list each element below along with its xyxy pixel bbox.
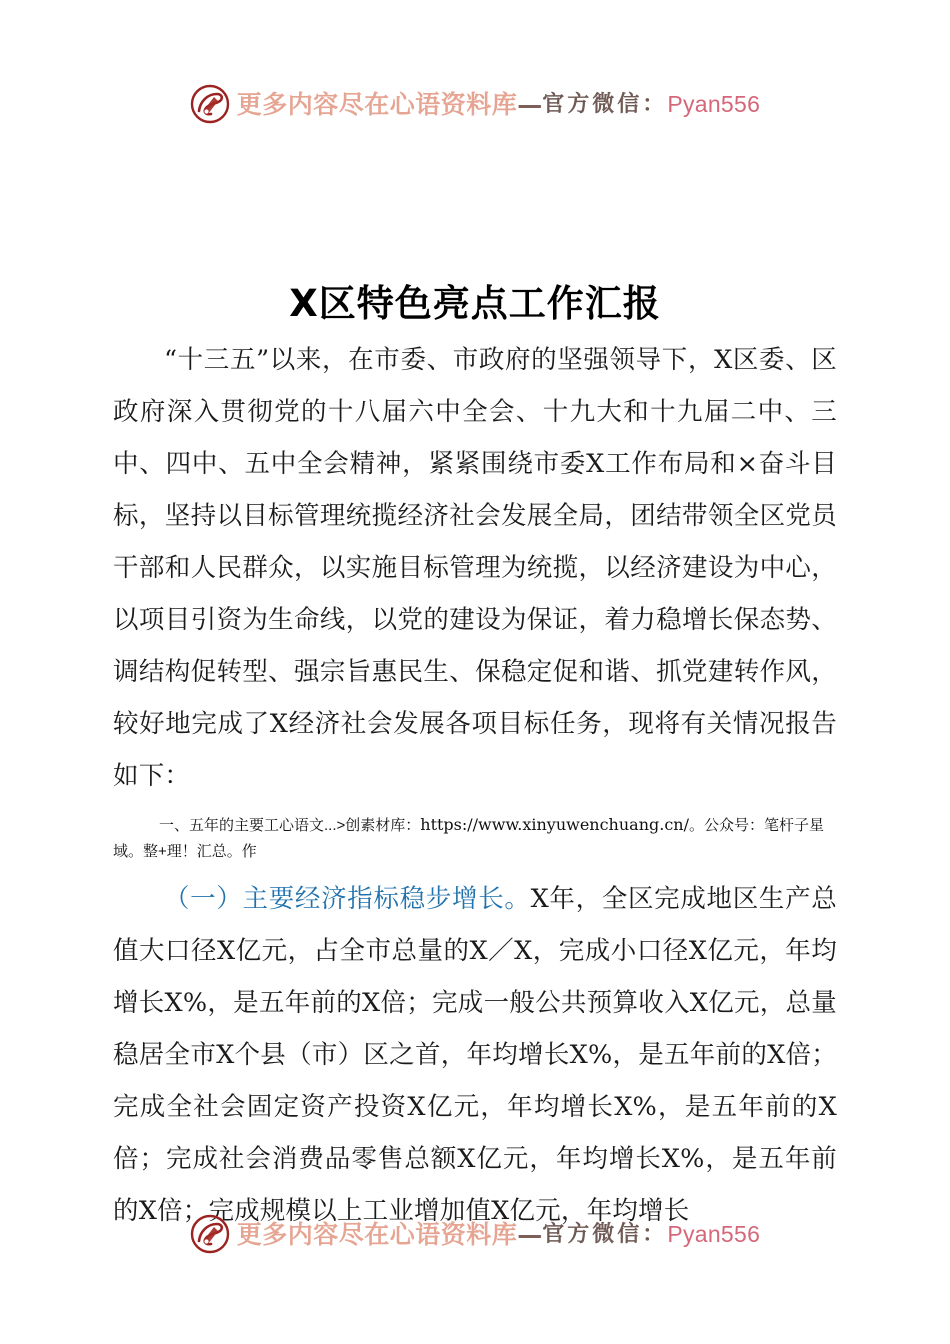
watermark-text: 更多内容尽在心语资料库 (236, 1219, 518, 1249)
spacer (113, 865, 837, 873)
paragraph-section-one (113, 873, 837, 1237)
spacer (113, 802, 837, 812)
watermark-text: 更多内容尽在心语资料库 (236, 89, 518, 119)
section-heading: （一）主要经济指标稳步增长。 (164, 884, 531, 914)
inserted-note-prefix: 一、五年的主要工心语文...>创素材库： (159, 817, 421, 834)
section-body: X年，全区完成地区生产总值大口径X亿元，占全市总量的X／X，完成小口径X亿元，年均增长X%，是五年前的X倍；完成一般公共预算收入X亿元，总量稳居全市X个县（市）区之首，年均增长X%，是五年前的X倍；完成全社会固定资产投资X亿元，年均增长X%，是五年前的X倍；完成社会消费品零售总额X亿元，年均增长X%，是五年前的X倍；完成规模以上工业增加值X亿元，年均增长 (113, 884, 837, 1226)
watermark-wechat-label: 官方微信： (542, 1221, 668, 1247)
watermark-footer (0, 1214, 950, 1254)
inserted-promo-note (113, 812, 837, 865)
inserted-note-url: https://www.xinyuwenchuang.cn/ (420, 815, 689, 834)
page-title: X区特色亮点工作汇报 (289, 281, 661, 325)
watermark-wechat-handle: Pyan556 (667, 90, 761, 117)
brush-swirl-circle-logo-icon (190, 84, 230, 124)
watermark-header (0, 84, 950, 124)
paragraph-intro: “十三五”以来，在市委、市政府的坚强领导下，X区委、区政府深入贯彻党的十八届六中全会、十九大和十九届二中、三中、四中、五中全会精神，紧紧围绕市委X工作布局和×奋斗目标，坚持以目标管理统揽经济社会发展全局，团结带领全区党员干部和人民群众，以实施目标管理为统揽，以经济建设为中心，以项目引资为生命线，以党的建设为保证，着力稳增长保态势、调结构促转型、强宗旨惠民生、保稳定促和谐、抓党建转作风，较好地完成了X经济社会发展各项目标任务，现将有关情况报告如下： (113, 345, 837, 791)
brush-swirl-circle-logo-icon (190, 1214, 230, 1254)
watermark-dash: — (517, 89, 543, 119)
inserted-note-suffix: 。公众号：笔杆子星域。整+理！汇总。作 (113, 817, 824, 860)
watermark-wechat-handle: Pyan556 (667, 1220, 761, 1247)
watermark-wechat-label: 官方微信： (542, 91, 668, 117)
document-body (113, 334, 837, 1237)
watermark-dash: — (517, 1219, 543, 1249)
